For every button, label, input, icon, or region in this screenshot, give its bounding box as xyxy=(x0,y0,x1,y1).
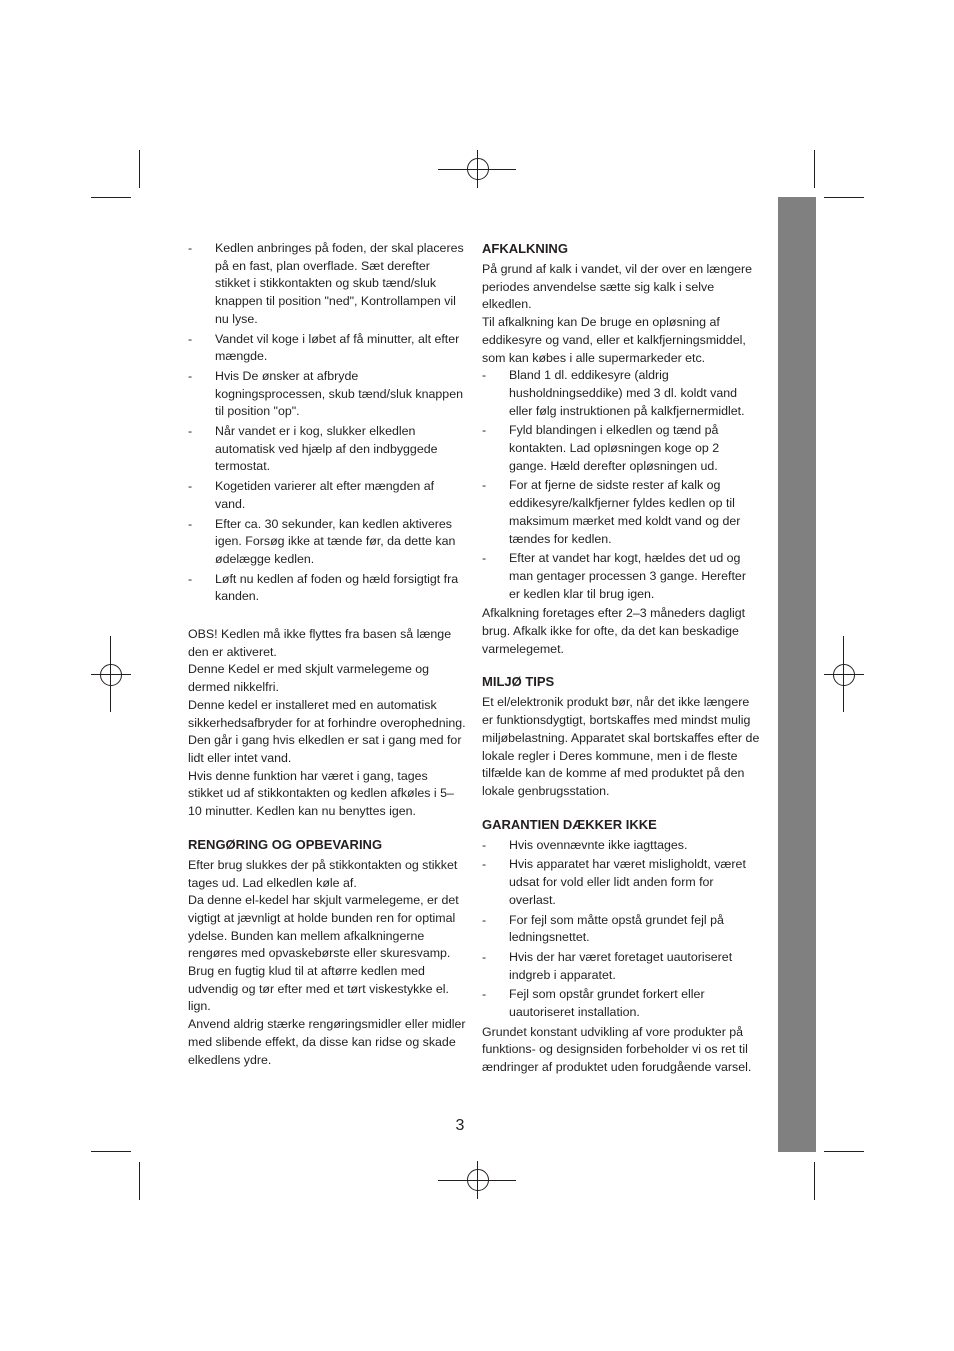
list-item: - Når vandet er i kog, slukker elkedlen automatisk ved hjælp af den indbyggede termostat. xyxy=(188,424,438,474)
paragraph: Denne kedel er installeret med en automatisk sikkerhedsafbryder for at forhindre overophedning. Den går i gang hvis elkedlen er sat i gang med for lidt eller intet vand. xyxy=(188,697,466,765)
list-item: - Kogetiden varierer alt efter mængden af vand. xyxy=(188,479,435,511)
paragraph: Til afkalkning kan De bruge en opløsning af eddikesyre og vand, eller et kalkfjerningsmiddel, som kan købes i alle supermarkeder etc. xyxy=(482,315,746,365)
list-item: - Hvis der har været foretaget uautoriseret indgreb i apparatet. xyxy=(482,949,733,982)
right-column xyxy=(482,240,760,1077)
crop-mark xyxy=(824,1151,864,1152)
list-item: - Efter at vandet har kogt, hældes det ud og man gentager processen 3 gange. Herefter er kedlen klar til brug igen. xyxy=(482,551,746,601)
section-heading-descaling: AFKALKNING xyxy=(482,241,568,256)
list-item: - Kedlen anbringes på foden, der skal placeres på en fast, plan overflade. Sæt derefter stikket i stikkontakten og skub tænd/sluk knappen til position "ned", Kontrollampen vil nu lyse. xyxy=(188,241,464,326)
list-item: - Efter ca. 30 sekunder, kan kedlen aktiveres igen. Forsøg ikke at tænde før, da dette kan ødelægge kedlen. xyxy=(188,516,456,566)
crop-mark xyxy=(824,197,864,198)
list-item: - For at fjerne de sidste rester af kalk og eddikesyre/kalkfjerner fyldes kedlen op til maksimum mærket med koldt vand og der tændes for kedlen. xyxy=(482,478,741,546)
section-heading-environment: MILJØ TIPS xyxy=(482,674,555,690)
crop-mark xyxy=(814,150,815,188)
list-item: - Hvis apparatet har været misligholdt, været udsat for vold eller lidt anden form for overlast. xyxy=(482,857,746,907)
list-item: - Bland 1 dl. eddikesyre (aldrig husholdningseddike) med 3 dl. koldt vand eller følg instruktionen på kalkfjernermidlet. xyxy=(482,368,745,418)
paragraph: På grund af kalk i vandet, vil der over en længere periodes anvendelse sætte sig kalk i selve elkedlen. xyxy=(482,262,752,312)
paragraph: Denne Kedel er med skjult varmelegeme og dermed nikkelfri. xyxy=(188,662,430,695)
crop-mark xyxy=(91,197,131,198)
section-heading-warranty: GARANTIEN DÆKKER IKKE xyxy=(482,816,657,832)
paragraph: Et el/elektronik produkt bør, når det ikke længere er funktionsdygtigt, bortskaffes med mindst mulig miljøbelastning. Apparatet skal bortskaffes efter de lokale regler i Deres kommune, men i de fleste tilfælde kan de komme af med produktet på den lokale genbrugsstation. xyxy=(482,695,760,798)
list-item: - Vandet vil koge i løbet af få minutter, alt efter mængde. xyxy=(188,331,460,364)
crop-mark xyxy=(139,1162,140,1200)
list-item: - For fejl som måtte opstå grundet fejl på ledningsnettet. xyxy=(482,912,724,945)
crop-mark xyxy=(139,150,140,188)
list-item: - Løft nu kedlen af foden og hæld forsigtigt fra kanden. xyxy=(188,571,459,604)
list-item: - Fyld blandingen i elkedlen og tænd på kontakten. Lad opløsningen koge op 2 gange. Hæld derefter opløsningen ud. xyxy=(482,423,720,473)
obs-note: OBS! Kedlen må ikke flyttes fra basen så længe den er aktiveret. xyxy=(188,627,452,659)
paragraph: Da denne el-kedel har skjult varmelegeme, er det vigtigt at jævnligt at holde bunden ren for optimal ydelse. Bunden kan mellem afkalkningerne rengøres med opvaskebørste eller skuresvamp. Brug en fugtig klud til at aftørre kedlen med udvendig og tør efter med et tørt viskestykke el. lign. xyxy=(188,893,459,1014)
paragraph: Efter brug slukkes der på stikkontakten og stikket tages ud. Lad elkedlen køle af. xyxy=(188,857,458,890)
list-item: - Hvis De ønsker at afbryde kogningsprocessen, skub tænd/sluk knappen til position "op". xyxy=(188,368,463,419)
crop-mark xyxy=(91,1151,131,1152)
list-item: - Hvis ovennævnte ikke iagttages. xyxy=(482,837,688,852)
paragraph: Afkalkning foretages efter 2–3 måneders dagligt brug. Afkalk ikke for ofte, da det kan beskadige varmelegemet. xyxy=(482,606,746,656)
crop-mark xyxy=(814,1162,815,1200)
paragraph: Anvend aldrig stærke rengøringsmidler eller midler med slibende effekt, da disse kan ridse og skade elkedlens ydre. xyxy=(188,1017,466,1067)
page-number: 3 xyxy=(455,1117,465,1134)
paragraph: Grundet konstant udvikling af vore produkter på funktions- og designsiden forbeholder vi os ret til ændringer af produktet uden forudgående varsel. xyxy=(482,1024,752,1075)
left-column xyxy=(188,240,466,1069)
list-item: - Fejl som opstår grundet forkert eller uautoriseret installation. xyxy=(482,987,705,1020)
paragraph: Hvis denne funktion har været i gang, tages stikket ud af stikkontakten og kedlen afkøles i 5–10 minutter. Kedlen kan nu benyttes igen. xyxy=(188,768,454,819)
section-heading-cleaning: RENGØRING OG OPBEVARING xyxy=(188,836,383,852)
side-tab xyxy=(778,197,816,1152)
